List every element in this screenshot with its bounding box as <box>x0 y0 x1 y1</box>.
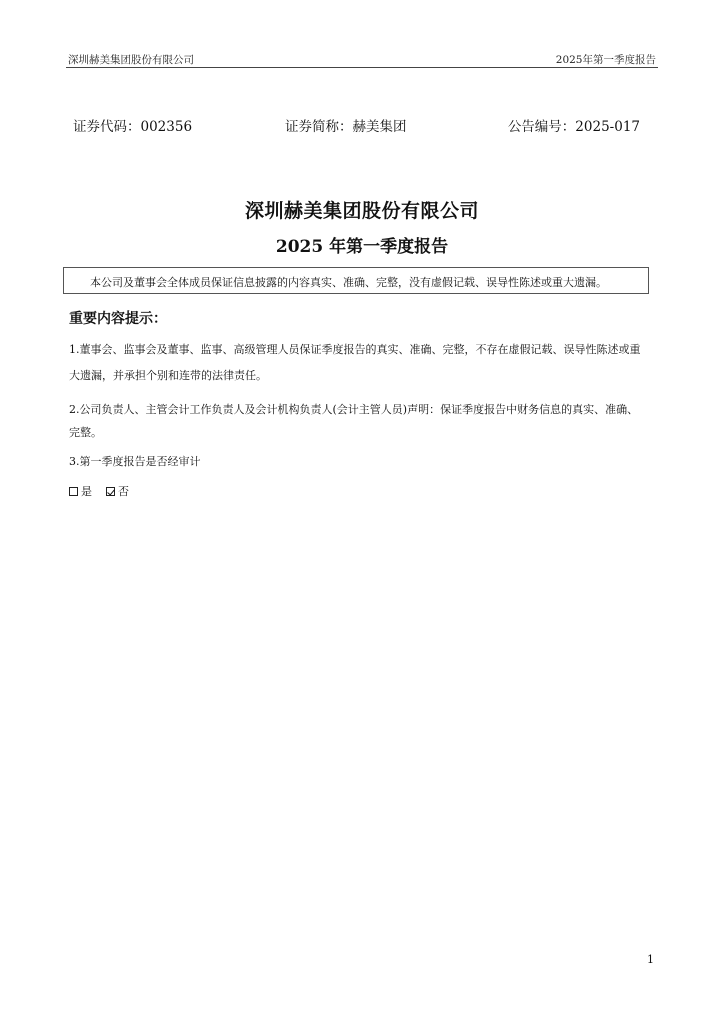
audit-options <box>69 483 129 499</box>
header-rule <box>66 67 658 68</box>
document-subtitle: 2025 年第一季度报告 <box>275 237 449 257</box>
item-1-line-1: 1.董事会、监事会及董事、监事、高级管理人员保证季度报告的真实、准确、完整，不存在虚假记载、误导性陈述或重 <box>69 343 641 356</box>
header-company: 深圳赫美集团股份有限公司 <box>68 54 194 66</box>
notice-box <box>63 267 649 294</box>
header-report: 2025年第一季度报告 <box>555 54 656 66</box>
item-2-line-2: 完整。 <box>69 426 102 439</box>
page-number: 1 <box>647 953 654 966</box>
audit-no-label: 否 <box>118 485 129 498</box>
item-2-line-1: 2.公司负责人、主管会计工作负责人及会计机构负责人(会计主管人员)声明：保证季度报告中财务信息的真实、准确、 <box>69 403 639 416</box>
stock-short-name: 证券简称：赫美集团 <box>285 119 407 135</box>
audit-no-checkbox-icon[interactable] <box>106 487 115 496</box>
document-title: 深圳赫美集团股份有限公司 <box>244 200 479 222</box>
section-heading: 重要内容提示： <box>69 311 167 327</box>
item-3: 3.第一季度报告是否经审计 <box>69 455 201 468</box>
audit-yes-checkbox-icon[interactable] <box>69 487 78 496</box>
audit-yes-label: 是 <box>81 485 92 498</box>
item-1-line-2: 大遗漏，并承担个别和连带的法律责任。 <box>69 369 267 382</box>
notice-number: 公告编号：2025-017 <box>507 119 640 135</box>
stock-code: 证券代码：002356 <box>73 119 193 135</box>
notice-text: 本公司及董事会全体成员保证信息披露的内容真实、准确、完整，没有虚假记载、误导性陈述或重大遗漏。 <box>90 276 607 289</box>
